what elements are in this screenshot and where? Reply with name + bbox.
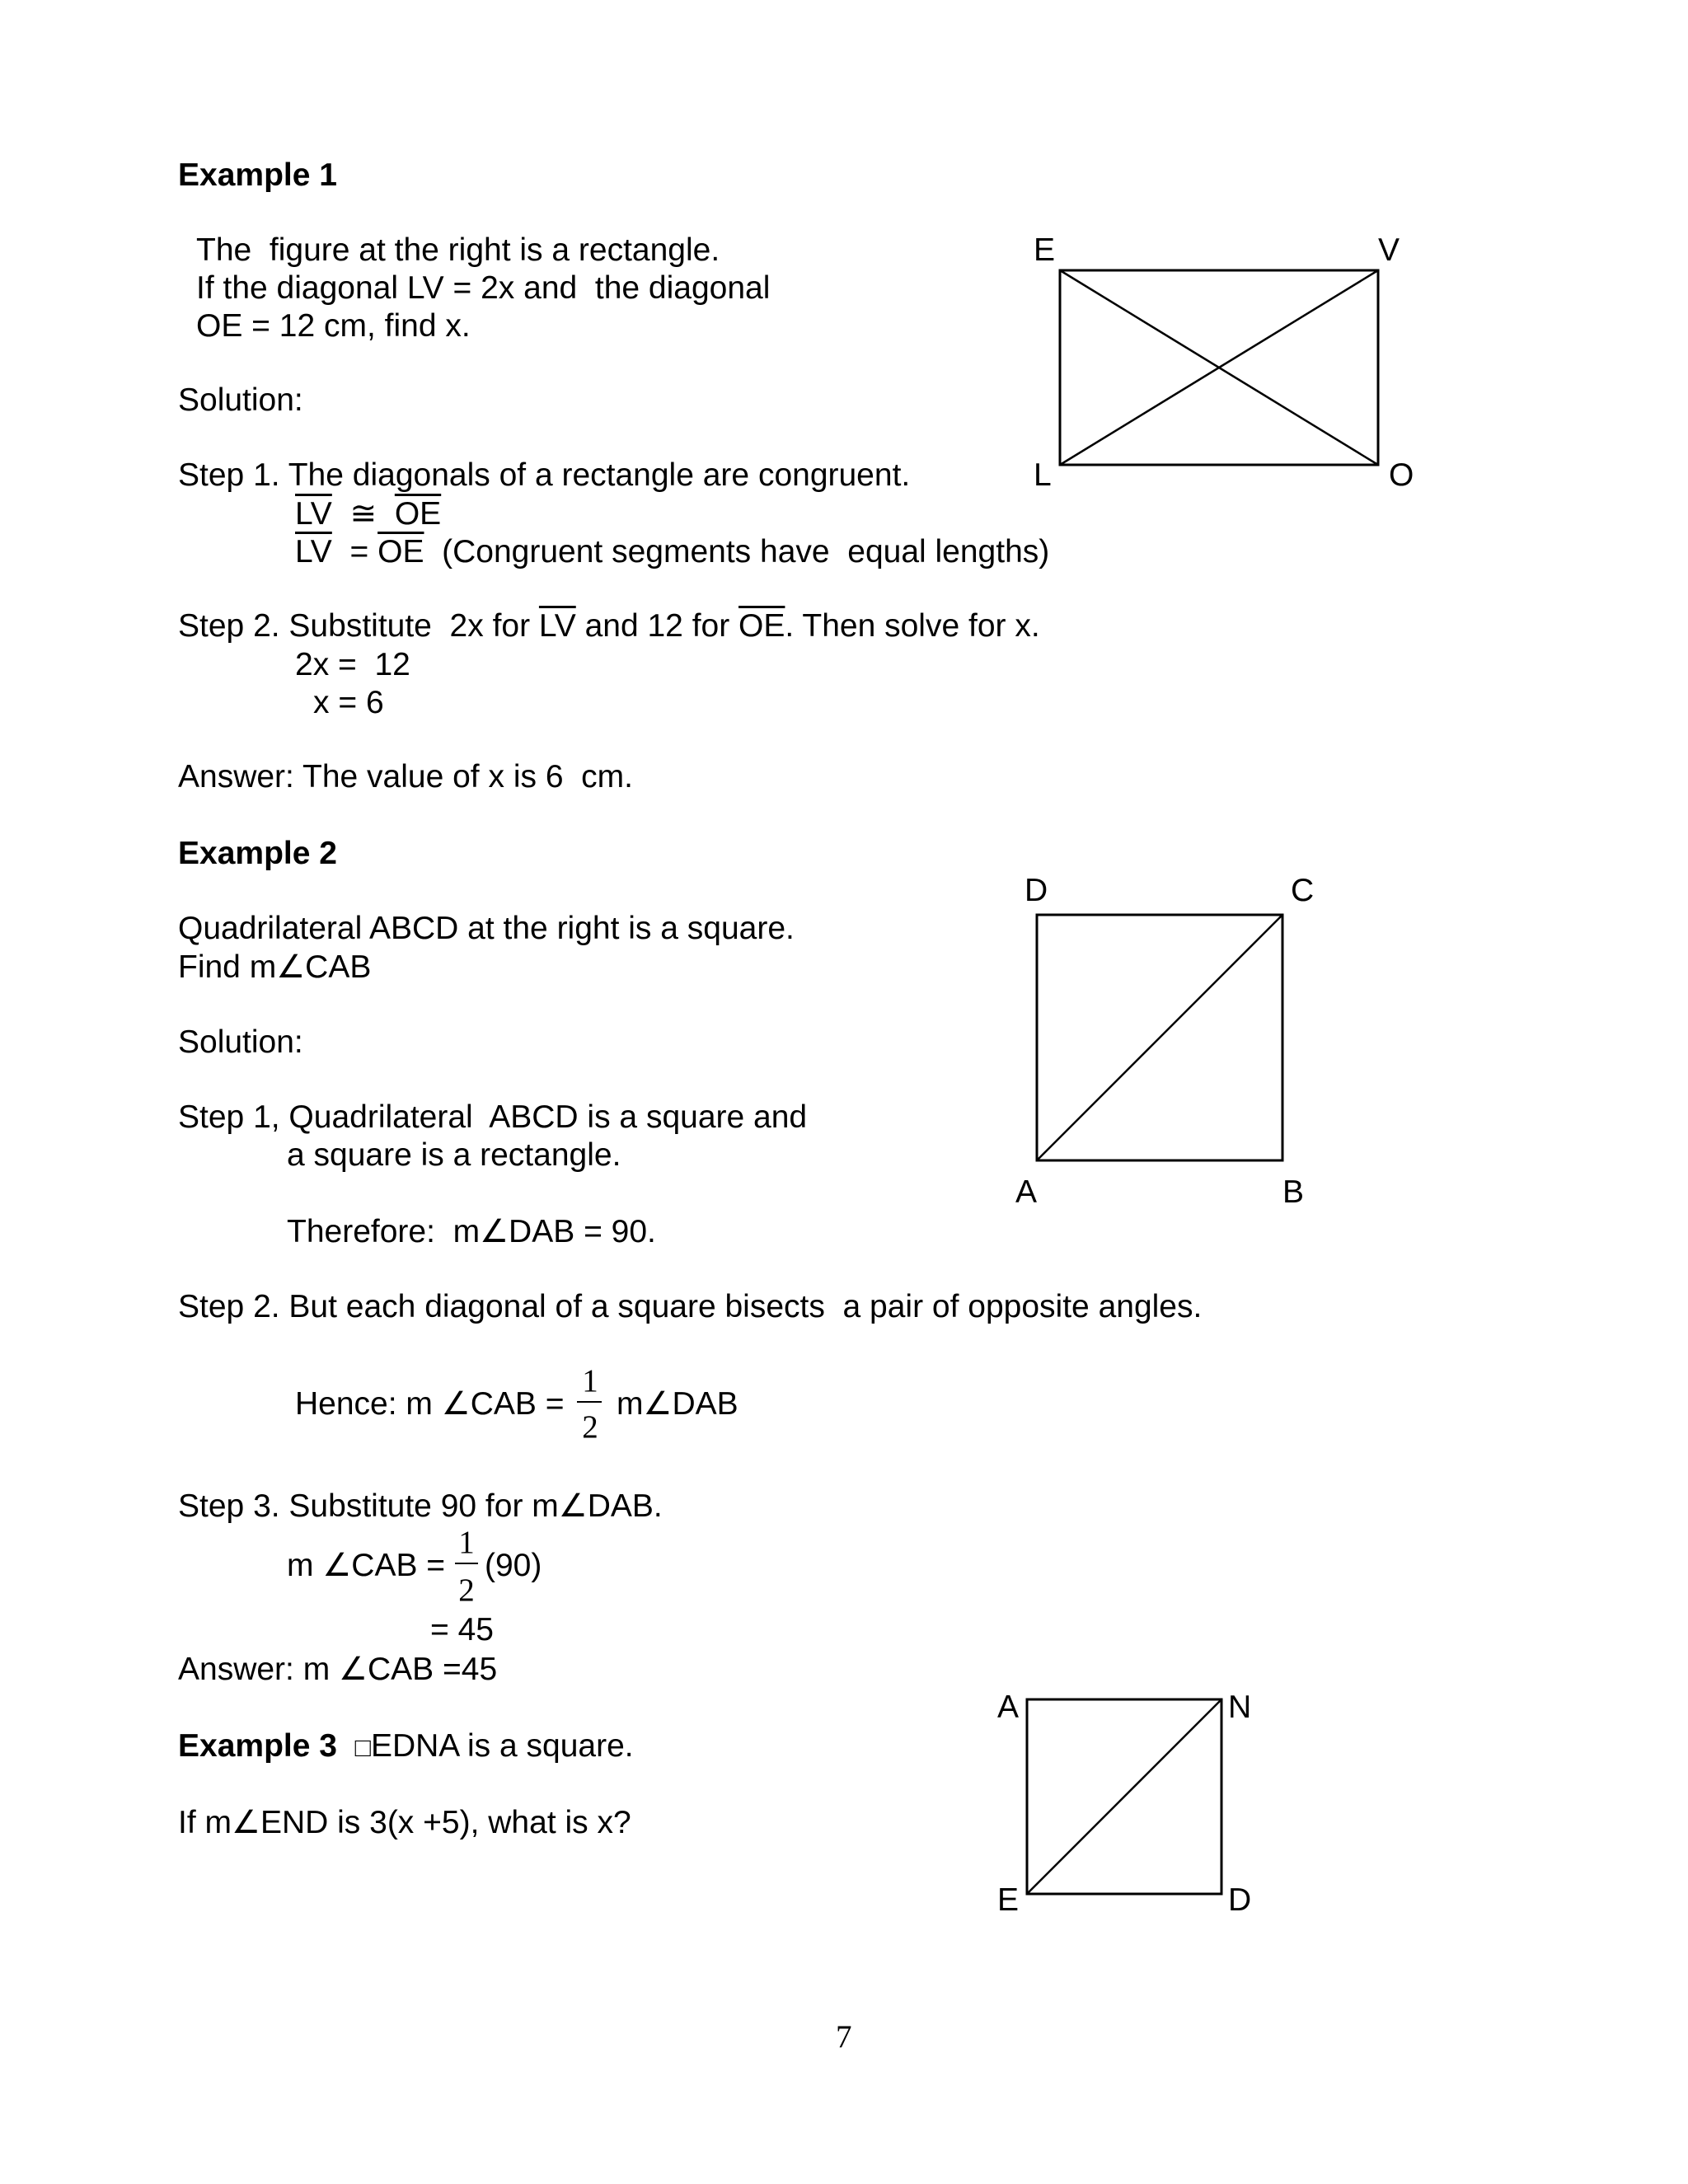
vertex-label-d2: D <box>1228 1882 1252 1918</box>
ex1-line-1: The figure at the right is a rectangle. <box>196 232 720 268</box>
square-symbol: □ <box>354 1732 371 1762</box>
ex2-calc-result: = 45 <box>430 1612 494 1647</box>
example-1-title: Example 1 <box>178 157 337 193</box>
ex2-line-1: Quadrilateral ABCD at the right is a square. <box>178 911 795 946</box>
ex1-step-1: Step 1. The diagonals of a rectangle are congruent. <box>178 457 911 493</box>
ex2-calc-fraction-bar <box>455 1563 478 1564</box>
vertex-label-d: D <box>1025 873 1048 908</box>
vertex-label-e2: E <box>997 1882 1020 1918</box>
ex2-line-2: Find m∠CAB <box>178 949 372 985</box>
ex2-calc-denominator: 2 <box>458 1572 475 1608</box>
vertex-label-a2: A <box>997 1690 1020 1725</box>
vertex-label-b: B <box>1282 1174 1305 1210</box>
page-number: 7 <box>836 2019 852 2055</box>
ex2-step-3: Step 3. Substitute 90 for m∠DAB. <box>178 1488 663 1524</box>
ex2-hence-fraction-bar <box>577 1401 602 1403</box>
ex1-step-1-equality: $\overline{LV} = \overline{OE}$ (Congruent segments have equal lengths) <box>295 534 1050 569</box>
ex2-answer: Answer: m ∠CAB =45 <box>178 1652 498 1687</box>
ex2-calc-numerator: 1 <box>458 1525 475 1560</box>
ex2-hence-right: m∠DAB <box>617 1386 738 1422</box>
vertex-label-l: L <box>1034 457 1052 493</box>
vertex-label-n: N <box>1228 1690 1252 1725</box>
ex2-hence-denominator: 2 <box>582 1409 598 1445</box>
ex1-step-1-congruence: $\overline{LV}$ ≅ $\overline{OE}$ <box>295 496 442 532</box>
ex2-step-2: Step 2. But each diagonal of a square bisects a pair of opposite angles. <box>178 1289 1203 1324</box>
ex1-answer: Answer: The value of x is 6 cm. <box>178 759 633 794</box>
ex2-calc-left: m ∠CAB = <box>287 1548 446 1583</box>
vertex-label-v: V <box>1378 232 1400 268</box>
ex1-line-2: If the diagonal LV = 2x and the diagonal <box>196 270 771 306</box>
ex2-step-1a: Step 1, Quadrilateral ABCD is a square and <box>178 1099 808 1135</box>
ex2-hence-numerator: 1 <box>582 1363 598 1399</box>
vertex-label-o: O <box>1389 457 1414 493</box>
ex1-solution-label: Solution: <box>178 382 303 418</box>
vertex-label-c: C <box>1291 873 1315 908</box>
vertex-label-a: A <box>1015 1174 1038 1210</box>
example-2-title: Example 2 <box>178 836 337 871</box>
ex2-calc-right: (90) <box>485 1548 542 1583</box>
ex2-step-1b: a square is a rectangle. <box>287 1137 621 1173</box>
ex1-line-3: OE = 12 cm, find x. <box>196 308 471 344</box>
ex3-question: If m∠END is 3(x +5), what is x? <box>178 1805 631 1840</box>
ex1-equation-1: 2x = 12 <box>295 647 410 682</box>
ex2-hence-left: Hence: m ∠CAB = <box>295 1386 565 1422</box>
vertex-label-e: E <box>1034 232 1056 268</box>
ex2-therefore: Therefore: m∠DAB = 90. <box>287 1214 656 1249</box>
ex1-equation-2: x = 6 <box>313 685 384 720</box>
ex2-solution-label: Solution: <box>178 1024 303 1060</box>
ex1-step-2: Step 2. Substitute 2x for $\overline{LV}$ and 12 for $\overline{OE}$. Then solve for x. <box>178 608 1040 644</box>
example-3-title: Example 3 □EDNA is a square. <box>178 1728 634 1764</box>
